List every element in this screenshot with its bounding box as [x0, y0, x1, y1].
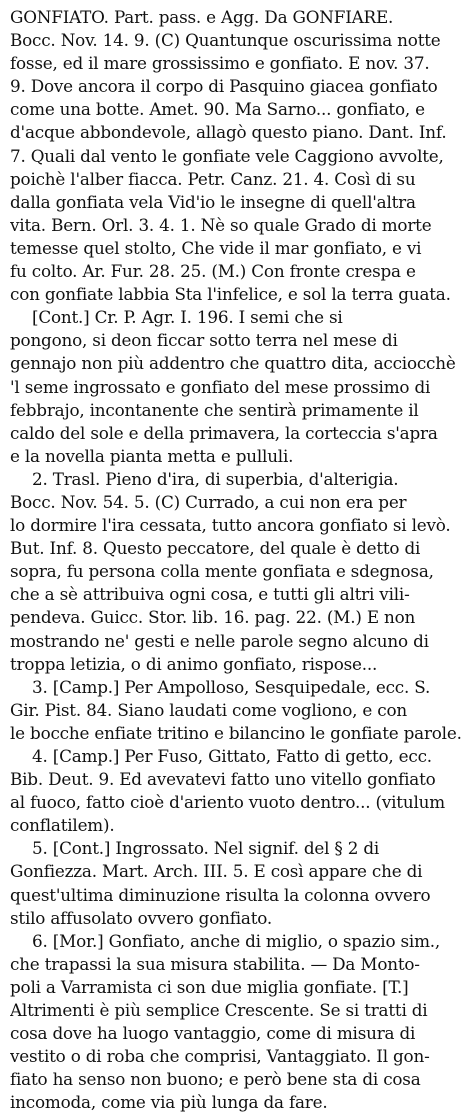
entry-line: caldo del sole e della primavera, la corteccia s'apra	[10, 422, 438, 443]
entry-line: Gir. Pist. 84. Siano laudati come vogliono, e con	[10, 699, 408, 720]
entry-line: vestito o di roba che comprisi, Vantaggiato. Il gon-	[10, 1046, 430, 1067]
entry-line: pongono, si deon ficcar sotto terra nel mese di	[10, 330, 398, 351]
entry-line: But. Inf. 8. Questo peccatore, del quale è detto di	[10, 538, 421, 559]
entry-line: Gonfiezza. Mart. Arch. III. 5. E così appare che di	[10, 861, 423, 882]
entry-line: con gonfiate labbia Sta l'infelice, e sol la terra guata.	[10, 284, 451, 305]
entry-line: 7. Quali dal vento le gonfiate vele Caggiono avvolte,	[10, 145, 444, 166]
entry-line: fosse, ed il mare grossissimo e gonfiato. E nov. 37.	[10, 53, 430, 74]
entry-line: 'l seme ingrossato e gonfiato del mese prossimo di	[10, 376, 431, 397]
entry-line: 3. [Camp.] Per Ampolloso, Sesquipedale, ecc. S.	[32, 676, 431, 697]
entry-line: [Cont.] Cr. P. Agr. I. 196. I semi che si	[32, 307, 343, 328]
entry-headline: GONFIATO. Part. pass. e Agg. Da GONFIARE.	[10, 7, 394, 27]
entry-line: Bib. Deut. 9. Ed avevatevi fatto uno vitello gonfiato	[10, 769, 436, 790]
entry-line: febbrajo, incontanente che sentirà primamente il	[10, 399, 419, 420]
entry-line: fu colto. Ar. Fur. 28. 25. (M.) Con fronte crespa e	[10, 261, 416, 282]
entry-line: che a sè attribuiva ogni cosa, e tutti gli altri vili-	[10, 584, 410, 605]
entry-line: stilo affusolato ovvero gonfiato.	[10, 907, 273, 928]
entry-line: troppa letizia, o di animo gonfiato, rispose...	[10, 653, 378, 674]
entry-line: 4. [Camp.] Per Fuso, Gittato, Fatto di getto, ecc.	[32, 746, 432, 766]
entry-line: vita. Bern. Orl. 3. 4. 1. Nè so quale Grado di morte	[10, 214, 432, 235]
entry-line: poli a Varramista ci son due miglia gonfiate. [T.]	[10, 976, 409, 997]
entry-line: 6. [Mor.] Gonfiato, anche di miglio, o spazio sim.,	[32, 930, 441, 951]
entry-line: le bocche enfiate tritino e bilancino le gonfiate parole.	[10, 722, 462, 743]
entry-line: fiato ha senso non buono; e però bene sta di cosa	[10, 1069, 421, 1090]
entry-line: quest'ultima diminuzione risulta la colonna ovvero	[10, 884, 431, 905]
entry-line: temesse quel stolto, Che vide il mar gonfiato, e vi	[10, 237, 422, 258]
entry-line: d'acque abbondevole, allagò questo piano. Dant. Inf.	[10, 122, 447, 143]
entry-line: gennajo non più addentro che quattro dita, acciocchè	[10, 353, 456, 374]
entry-line: sopra, fu persona colla mente gonfiata e sdegnosa,	[10, 561, 434, 582]
entry-line: 9. Dove ancora il corpo di Pasquino giacea gonfiato	[10, 76, 438, 97]
entry-line: Bocc. Nov. 14. 9. (C) Quantunque oscurissima notte	[10, 30, 441, 51]
entry-line: cosa dove ha luogo vantaggio, come di misura di	[10, 1023, 416, 1044]
entry-line: lo dormire l'ira cessata, tutto ancora gonfiato si levò.	[10, 515, 451, 536]
entry-line: 5. [Cont.] Ingrossato. Nel signif. del § 2 di	[32, 838, 380, 859]
entry-line: mostrando ne' gesti e nelle parole segno alcuno di	[10, 630, 429, 651]
entry-line: conflatilem).	[10, 815, 115, 836]
entry-line: e la novella pianta metta e pulluli.	[10, 445, 294, 466]
entry-line: Altrimenti è più semplice Crescente. Se si tratti di	[10, 1000, 428, 1021]
entry-line: incomoda, come via più lunga da fare.	[10, 1092, 328, 1113]
entry-line: Bocc. Nov. 54. 5. (C) Currado, a cui non era per	[10, 491, 407, 512]
dictionary-entry	[10, 6, 469, 1115]
entry-line: 2. Trasl. Pieno d'ira, di superbia, d'alterigia.	[32, 468, 399, 489]
entry-line: al fuoco, fatto cioè d'ariento vuoto dentro... (vitulum	[10, 792, 445, 813]
entry-line: poichè l'alber fiacca. Petr. Canz. 21. 4. Così di su	[10, 168, 416, 189]
entry-line: che trapassi la sua misura stabilita. — Da Monto-	[10, 953, 420, 974]
entry-line: dalla gonfiata vela Vid'io le insegne di quell'altra	[10, 191, 416, 212]
entry-line: come una botte. Amet. 90. Ma Sarno... gonfiato, e	[10, 99, 425, 120]
entry-line: pendeva. Guicc. Stor. lib. 16. pag. 22. (M.) E non	[10, 607, 416, 628]
